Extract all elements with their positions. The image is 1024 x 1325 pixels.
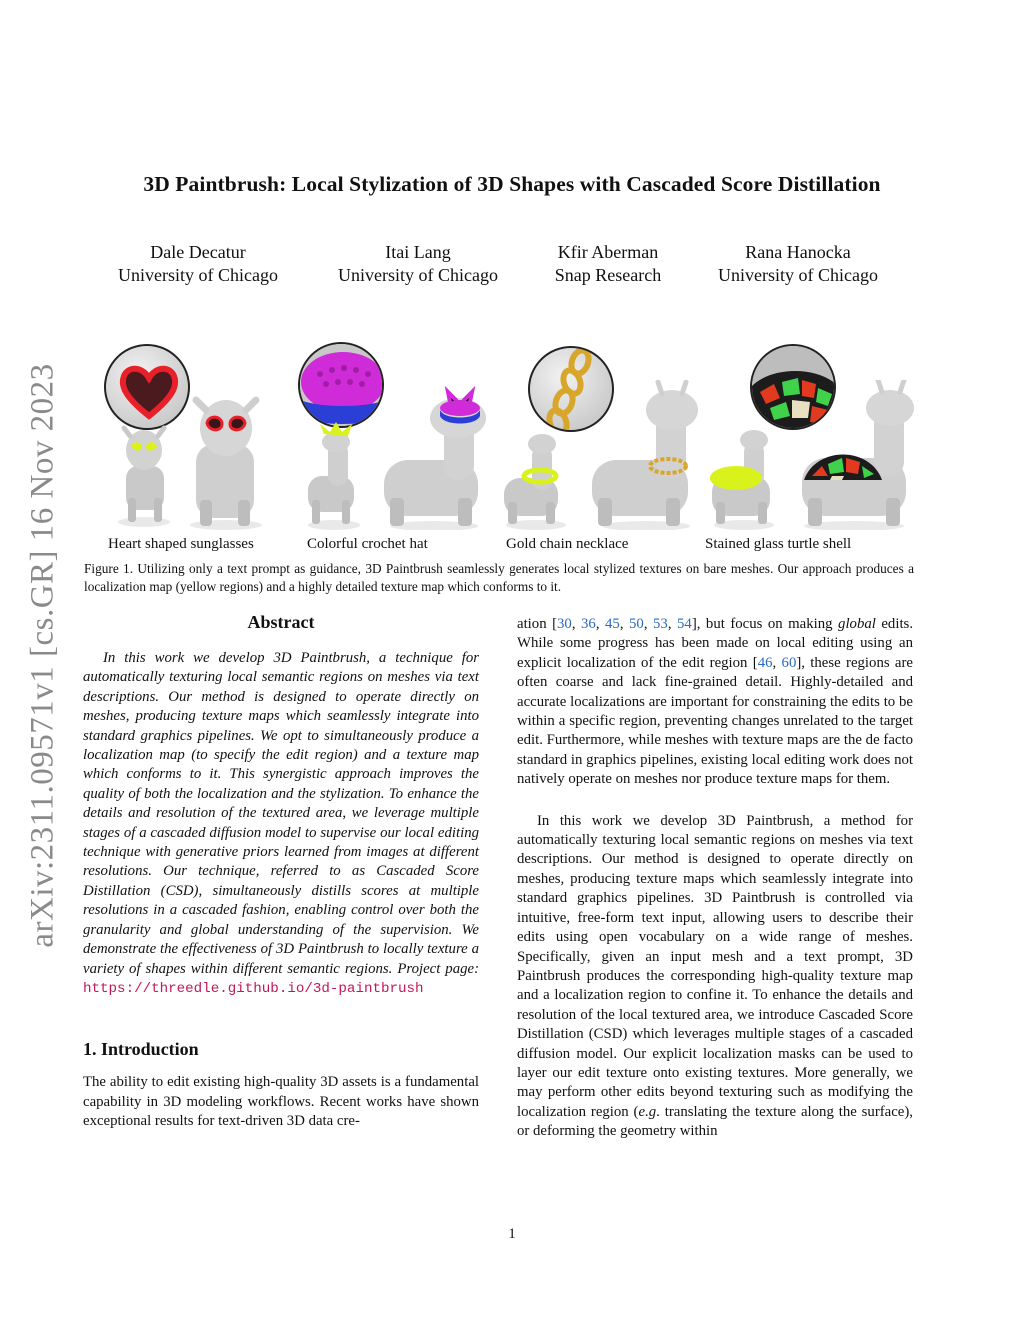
author-block	[108, 241, 288, 287]
teaser-figure	[96, 340, 926, 532]
intro-paragraph: ation [30, 36, 45, 50, 53, 54], but focus on making global edits. While some progress has been made on local editing using an explicit localization of the edit region [46, 60], these regions are often coarse and lack fine-grained detail. Highly-detailed and accurate localizations are important for constraining the edits to be within a specific region, preventing changes unrelated to the target edit. Furthermore, while meshes with texture maps are the de facto standard in graphics pipelines, existing local editing work does not natively operate on meshes nor produce texture maps for them.	[517, 616, 914, 788]
author-list	[0, 241, 1024, 291]
text-run: ], these regions are often coarse and lack fine-grained detail. Highly-detailed and accurate localizations are important for constraining the edits to be within a specific region, preventing changes unrelated to the target edit. Furthermore, while meshes with texture maps are the de facto standard in graphics pipelines, existing local editing work does not natively operate on meshes nor produce texture maps for them.	[517, 654, 913, 788]
mesh-horse-pair	[704, 380, 926, 530]
right-column	[517, 615, 913, 1142]
author-block	[328, 241, 508, 287]
text-run: In this work we develop 3D Paintbrush, a method for automatically texturing local semantic regions on meshes via text descriptions. Our method is designed to operate directly on meshes, producing texture maps which seamlessly integrate into standard graphics pipelines. 3D Paintbrush is controlled via intuitive, free-form text input, allowing users to describe their edits using open vocabulary on a wide range of meshes. Specifically, given an input mesh and a text prompt, 3D Paintbrush produces the corresponding high-quality texture map and a localization region to confine it. To enhance the details and resolution of the local textured area, we introduce Cascaded Score Distillation (CSD) which leverages multiple stages of a cascaded diffusion model. Our explicit localization masks can be used to layer our edit texture onto existing textures. More generally, we may perform other edits beyond texturing such as modifying the localization region (	[517, 812, 913, 1120]
text-run: edits. While some progress has been made on local editing using an explicit localization of the edit region [	[517, 616, 914, 671]
mesh-cow-small	[96, 380, 296, 530]
author-affiliation: University of Chicago	[718, 265, 878, 285]
arxiv-identifier: arXiv:2311.09571v1 [cs.GR] 16 Nov 2023	[24, 362, 61, 948]
emphasis-text: e.g	[638, 1103, 657, 1120]
mesh-horse-pair	[496, 380, 706, 530]
figure-label: Heart shaped sunglasses	[108, 536, 254, 552]
figure-panel-chain	[496, 340, 706, 532]
citation-link[interactable]: 54	[677, 616, 692, 632]
figure-label: Colorful crochet hat	[307, 536, 428, 552]
citation-link[interactable]: 46	[757, 654, 773, 671]
author-affiliation: Snap Research	[554, 265, 662, 285]
intro-paragraph: The ability to edit existing high-quality 3D assets is a fundamental capability in 3D modeling workflows. Recent works have shown exceptional results for text-driven 3D data cre-	[83, 1074, 479, 1130]
citation-link[interactable]: 36	[581, 616, 596, 632]
text-run: ation [	[517, 616, 558, 632]
abstract-heading: Abstract	[247, 612, 315, 632]
author-name: Rana Hanocka	[745, 242, 851, 262]
figure-panel-crochet	[294, 340, 504, 532]
intro-paragraph	[517, 812, 913, 1142]
figure-panel-sunglasses	[96, 340, 296, 532]
citation-link[interactable]: 30	[557, 616, 572, 632]
author-affiliation: University of Chicago	[118, 265, 278, 285]
figure-label: Gold chain necklace	[506, 536, 629, 552]
paper-title: 3D Paintbrush: Local Stylization of 3D Shapes with Cascaded Score Distillation	[143, 172, 881, 196]
author-name: Kfir Aberman	[557, 242, 659, 262]
citation-link[interactable]: 60	[781, 654, 797, 671]
author-name: Dale Decatur	[150, 242, 246, 262]
text-run: ], but focus on making	[691, 616, 839, 632]
project-page-link[interactable]: https://threedle.github.io/3d-paintbrush	[83, 980, 424, 997]
figure-label: Stained glass turtle shell	[705, 536, 852, 552]
figure-panel-turtle	[704, 340, 926, 532]
section-heading-introduction: 1. Introduction	[83, 1039, 199, 1060]
author-name: Itai Lang	[385, 242, 451, 262]
figure-caption: Figure 1. Utilizing only a text prompt as guidance, 3D Paintbrush seamlessly generates local stylized textures on bare meshes. Our approach produces a localization map (yellow regions) and a highly detailed texture map which conforms to it.	[84, 561, 914, 594]
citation-link[interactable]: 50	[629, 616, 644, 632]
abstract-body	[83, 649, 479, 999]
citation-link[interactable]: 53	[653, 616, 668, 632]
author-block	[538, 241, 678, 287]
author-block	[708, 241, 888, 287]
emphasis-text: global	[838, 616, 876, 632]
citation-link[interactable]: 45	[605, 616, 620, 632]
abstract-text: In this work we develop 3D Paintbrush, a technique for automatically texturing local semantic regions on meshes via text descriptions. Our method is designed to operate directly on meshes, producing texture maps which seamlessly integrate into standard graphics pipelines. We opt to simultaneously produce a localization map (to specify the edit region) and a texture map which conforms to it. This synergistic approach improves the quality of both the localization and the stylization. To enhance the details and resolution of the textured area, we leverage multiple stages of a cascaded diffusion model to supervise our local editing technique with generative priors learned from images at different resolutions. Our technique, referred to as Cascaded Score Distillation (CSD), simultaneously distills scores at multiple resolutions in a cascaded fashion, enabling control over both the granularity and global understanding of the supervision. We demonstrate the effectiveness of 3D Paintbrush to locally texture a variety of shapes within different semantic regions. Project page:	[83, 650, 479, 977]
page-number: 1	[508, 1226, 516, 1242]
author-affiliation: University of Chicago	[338, 265, 498, 285]
left-column	[83, 612, 479, 1132]
arxiv-stamp	[22, 345, 64, 965]
text-run: . translating the texture along the surface), or deforming the geometry within	[517, 1103, 913, 1140]
mesh-horse-pair	[294, 380, 504, 530]
